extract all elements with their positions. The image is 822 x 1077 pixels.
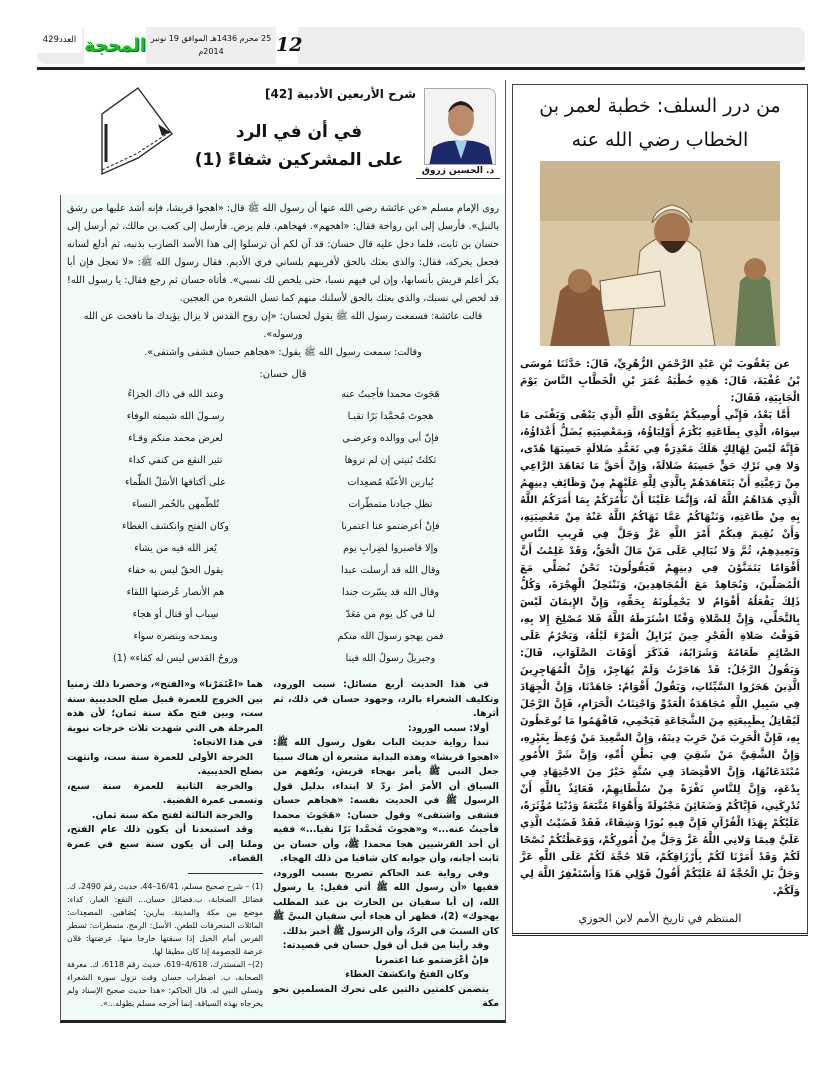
verse-second-hemistich: يقول الحقّ ليس به خفاء — [127, 565, 224, 576]
footnote: (2)– المستدرك، 4/618–619، حديث رقم 6118، ك. معرفة الصحابة، ب. اضطراب حسان وقت نزول سورة الشعراء وتسلي النبي له. قال الحاكم: «هذا حديث صحيح الإسناد ولم يخرجاه بهذه السياقة، إنما أخرجه مسلم بطوله...». — [67, 959, 264, 1008]
paragraph: والخرجة الثالثة لفتح مكة سنة ثمان. — [91, 809, 253, 821]
book-pen-icon — [98, 84, 174, 178]
sermon-text — [520, 356, 800, 900]
poem-verse — [73, 648, 493, 670]
paragraph: أَمَّا بَعْدُ، فَإِنِّي أُوصِيكُمْ بِتَقْوَى اللَّهِ الَّذِي يَبْقَى وَيَفْنَى مَا سِوَاهُ، الَّذِي بِطَاعَتِهِ يُكْرَمُ أَوْلِيَاؤُهُ، وَبِمَعْصِيَتِهِ يُضَلُّ أَعْدَاؤُهُ، فَإِنَّهُ لَيْسَ لِهَالِكٍ هَلَكَ مَعْذِرَةٌ فِي تَعَمُّدِ ضَلالَةٍ حَسِبَهَا هُدًى، وَلا فِي تَرْكِ حَقٍّ حَسِبَهُ ضَلالَةً، وَإِنَّ أَحَقَّ مَا تَعَاهَدَ الرَّاعِي مِنْ رَعِيَّتِهِ أَنْ يَتَعَاهَدَهُمْ بِالَّذِي لِلَّهِ عَلَيْهِمْ مِنْ وَظَائِفِ دِينِهِمُ الَّذِي هَدَاهُمُ اللَّهُ لَهُ، وَإِنَّمَا عَلَيْنَا أَنْ نَأْمُرَكُمْ بِمَا أَمَرَكُمُ اللَّهُ بِهِ مِنْ طَاعَتِهِ، وَنَنْهَاكُمْ عَمَّا نَهَاكُمُ اللَّهُ عَنْهُ مِنْ مَعْصِيَتِهِ، وَأَنْ نُقِيمَ فِيكُمْ أَمْرَ اللَّهِ عَزَّ وَجَلَّ فِي قَرِيبِ النَّاسِ وَبَعِيدِهِمْ، ثُمَّ وَلا نُبَالِي عَلَى مَنْ مَالَ الْحَقُّ، وَقَدْ عَلِمْتُ أَنَّ أَقْوَامًا يَتَمَنَّوْنَ فِي دِينِهِمْ فَيَقُولُونَ: نَحْنُ نُصَلِّي مَعَ الْمُصَلِّينَ، وَنُجَاهِدُ مَعَ الْمُجَاهِدِينَ، وَنَنْتَحِلُ الْهِجْرَةَ، وَكُلُّ ذَلِكَ يَفْعَلُهُ أَقْوَامٌ لا يَحْمِلُونَهُ بِحَقِّهِ، وَإِنَّ الإِيمَانَ لَيْسَ بِالتَّحَلِّي، وَإِنَّ لِلصَّلاةِ وَقْتًا اشْتَرَطَهُ اللَّهُ فَلا مُصْلِحَ إِلا بِهِ، فَوَقْتُ صَلاةِ الْفَجْرِ حِينَ يُزَايِلُ الْمَرْءَ لَيْلُهُ، وَيَحْرُمُ عَلَى الصَّائِمِ طَعَامُهُ وَشَرَابُهُ، فَذَكَرَ أَوْقَاتَ الصَّلَوَاتِ، قَالَ: وَيَقُولُ الرَّجُلُ: قَدْ هَاجَرْتُ وَلَمْ يُهَاجِرْ، وَإِنَّ الْمُهَاجِرِينَ الَّذِينَ هَجَرُوا السَّيِّئَاتِ، وَيَقُولُ أَقْوَامٌ: جَاهَدْنَا، وَإِنَّ الْجِهَادَ فِي سَبِيلِ اللَّهِ مُجَاهَدَةُ الْعَدُوِّ وَاجْتِنَابُ الْحَرَامِ، فَإِنَّ الرَّجُلَ لَيُقَاتِلُ بِطَبِيعَتِهِ مِنَ الشَّجَاعَةِ فَيَحْمِي، فَافْهَمُوا مَا تُوعَظُونَ بِهِ، فَإِنَّ الْحَرِبَ مَنْ حَرِبَ دِينَهُ، وَإِنَّ السَّعِيدَ مَنْ وُعِظَ بِغَيْرِهِ، وَإِنَّ الشَّقِيَّ مَنْ شَقِيَ فِي بَطْنِ أُمِّهِ، وَإِنَّ شَرَّ الأُمُورِ مُبْتَدَعَاتُهَا، وَإِنَّ الاقْتِصَادَ فِي سُنَّةٍ خَيْرٌ مِنَ الاجْتِهَادِ فِي بِدْعَةٍ، وَإِنَّ لِلنَّاسِ نَفْرَةً مِنْ سُلْطَانِهِمْ، فَعَائِذٌ بِاللَّهِ أَنْ تُدْرِكَنِي، فَإِيَّاكُمْ وَضَغَائِنَ مَجْبُولَةً وَأَهْوَاءً مُتَّبَعَةً وَدُنْيَا مُؤْثَرَةً، عَلَيْكُمْ بِهَذَا الْقُرْآنِ فَإِنَّ فِيهِ نُورًا وَشِفَاءً، فَقَدْ قَضَيْتُ الَّذِي عَلَيَّ فِيمَا وَلانِي اللَّهُ عَزَّ وَجَلَّ مِنْ أُمُورِكُمْ، وَوَعَظْتُكُمْ نُصْحًا لَكُمْ وَقَدْ أَمَرْنَا لَكُمْ بِأَرْزَاقِكُمْ، فَلا حُجَّةَ لَكُمْ عَلَى اللَّهِ عَزَّ وَجَلَّ بَلِ الْحُجَّةُ لَهُ عَلَيْكُمْ أَقُولُ قَوْلِي هَذَا وَأَسْتَغْفِرُ اللَّهَ لِي وَلَكُمْ. — [520, 410, 800, 897]
paragraph: قالت عائشة: فسمعت رسول الله ﷺ يقول لحسان: «إن روح القدس لا يزال يؤيدك ما نافحت عن الله ورسوله». — [83, 311, 483, 340]
poem-verse — [73, 582, 493, 604]
poem — [73, 384, 493, 670]
column-divider — [505, 80, 506, 195]
paragraph: تبدأ رواية حديث الباب بقول رسول الله ﷺ: «اهجوا قريشا» وهذه البداية مشعرة أن هناك سببا جعل النبي ﷺ يأمر بهجاء قريش، ويُفهم من السياق أن الأمرَ أمرُ ردّ لا ابتداء، بدليل قول الرسول ﷺ في الحديث نفسه: «هجاهم حسان فشفى واشتفى» وقول حسان: «هَجَوتَ محمدا فأجبتُ عنه...» و«هجوتَ مُحمَّدا بَرًا تقيا...» ففيه أن أحد القرشيين هجا محمدا ﷺ، وأن حسان بن ثابت أجابه، وأن جوابه كان شافيا من ذلك الهجاء. — [273, 737, 499, 864]
paragraph: وقد استبعدنا أن يكون ذلك عام الفتح، وملنا إلى أن يكون سنة سبع في عمرة القضاء. — [67, 824, 263, 864]
paragraph: في هذا الحديث أربع مسائل: سبب الورود، وتكليف الشعراء بالرد، وجهود حسان في ذلك، ثم أثرها. — [273, 679, 499, 719]
paragraph: وقالت: سمعت رسول الله ﷺ يقول: «هجاهم حسان فشفى واشتفى». — [144, 347, 422, 358]
verse-second-hemistich: سِباب أو قتال أو هجاء — [132, 609, 219, 620]
footnote: (1) – شرح صحيح مسلم، 16/41–44، حديث رقم 2490، ك. فضائل الصحابة، ب.فضائل حسان... النقع: الغبار. كداء: موضع بين مكة والمدينة. يبارين: يُضَاهين. المصعِدات: المائلات المنحرفات للطعن. الأسل: الرمح. متمطرات: تسطر الفرس أمام الخيل إذا سبقتها خارجا منها. عرضتها: فلان عرضة للخصومة إذا كان مطيقا لها. — [67, 881, 263, 956]
verse-first-hemistich: فإنّ أبي ووالده وعرضـي — [342, 433, 439, 444]
poem-verse — [73, 626, 493, 648]
poem-verse — [73, 538, 493, 560]
verse-second-hemistich: وروحُ القدس ليس له كفاء» (1) — [113, 653, 238, 664]
newspaper-logo: المحجة — [84, 27, 146, 64]
poem-verse — [73, 560, 493, 582]
illustration-umar — [540, 161, 780, 346]
sidebar-frame — [512, 84, 808, 936]
verse-first-hemistich: لنا في كل يوم من مَعَدّ — [345, 609, 436, 620]
verse-first-hemistich: وقال الله قد أرسلت عبدا — [340, 565, 441, 576]
verse-second-hemistich: وكان الفتح وانكشف الغطاء — [121, 521, 230, 532]
verse-second-hemistich: على أكتافها الأسَلُ الظِّماء — [125, 477, 226, 488]
paragraph: هما «اعْتَمَرْنا» و«الفتح»، وحصرنا ذلك زمنيا بين الخروج للعمرة قبيل صلح الحديبية سنة ست، وبين فتح مكة سنة ثمان؛ لأن هذه المرحلة هي التي شهدت ثلاث خرجات نبوية في هذا الاتجاه: — [67, 679, 263, 748]
verse-second-hemistich: وعند الله في ذاك الجزاءُ — [127, 389, 224, 400]
poem-verse — [73, 406, 493, 428]
paragraph: عن يَعْقُوبَ بْنِ عَبْدِ الرَّحْمَنِ الزُّهْرِيِّ، قَالَ: حَدَّثَنَا مُوسَى بْنُ عُقْبَةَ، قَالَ: هَذِهِ خُطْبَةُ عُمَرَ بْنِ الْخَطَّابِ النَّاسَ يَوْمَ الْجَابِيَةِ، فَقَالَ: — [520, 359, 800, 404]
title-line-2: على المشركين شفاءً (1) — [194, 150, 404, 170]
author-photo — [424, 88, 496, 165]
hadith-text — [67, 200, 499, 362]
paragraph: الخرجة الأولى للعمرة سنة ست، وانتهت بصلح الحديبية. — [67, 751, 263, 777]
poem-verse — [73, 428, 493, 450]
poem-heading: قال حسان: — [259, 369, 307, 380]
verse-first-hemistich: هَجَوتَ محمدا فأجبتُ عنه — [341, 389, 440, 400]
subheading: أولا: سبب الورود: — [408, 722, 489, 734]
verse-second-hemistich: ويمدحه وينصره سواء — [133, 631, 218, 642]
poem-verse — [73, 472, 493, 494]
verse-quote: وكان الفتحُ وانكشفَ الغطاء — [345, 969, 469, 980]
verse-first-hemistich: فإنْ أعرضتمو عنا اعتمرنا — [341, 521, 440, 532]
verse-quote: فإنْ أعْرَضتمو عنا اعتمرنا — [375, 954, 489, 966]
paragraph: والخرجة الثانية للعمرة سنة سبع، وتسمى عمرة القضية. — [67, 780, 263, 806]
poem-verse — [73, 450, 493, 472]
verse-first-hemistich: تظل جيادنا متمطّرات — [348, 499, 433, 510]
commentary-column-right — [273, 678, 499, 1012]
article-body-panel — [60, 195, 506, 1023]
footnotes — [67, 880, 263, 1010]
title-line-1: في أن في الرد — [235, 122, 363, 142]
verse-second-hemistich: تُلطّمهن بالخُمر النساء — [131, 499, 220, 510]
series-heading: شرح الأربعين الأدبية [42] — [265, 87, 416, 101]
source-citation: المنتظم في تاريخ الأمم لابن الجوزي — [578, 912, 742, 925]
header-divider — [37, 67, 805, 70]
article-title — [178, 118, 420, 174]
paragraph: وفي رواية عند الحاكم تصريح بسبب الورود، ففيها «أن رسول الله ﷺ أتي فقيل: يا رسول الله، إن أبا سفيان بن الحارث بن عبد المطلب يهجوك» (2)، فظهر أن هجاء أبي سفيان النبيَّ ﷺ كان السببَ في الردّ، وأن الرسول ﷺ أخبر بذلك. — [273, 867, 500, 937]
verse-second-hemistich: تثير النقع من كنفي كداء — [128, 455, 223, 466]
poem-verse — [73, 516, 493, 538]
verse-second-hemistich: رسـولَ الله شيمته الوفاء — [126, 411, 225, 422]
author-name: د. الحسين زروق — [416, 166, 500, 179]
verse-first-hemistich: وجبريلٌ رسولُ الله فينا — [345, 653, 436, 664]
commentary-column-left — [67, 678, 263, 867]
verse-second-hemistich: لعرض محمد منكم وقـاء — [128, 433, 223, 444]
issue-date: 25 محرم 1436هـ الموافق 19 نونبر 2014م — [150, 34, 272, 56]
paragraph: روى الإمام مسلم «عن عائشة رضي الله عنها أن رسول الله ﷺ قال: «اهجوا قريشا، فإنه أشد عليها من رشق بالنبل». فأرسل إلى ابن رواحة فقال: «اهجهم». فهجاهم، فلم يرض. فأرسل إلى كعب بن مالك، ثم أرسل إلى حسان بن ثابت، فلما دخل عليه قال حسان: قد آن لكم أن ترسلوا إلى هذا الأسد الضارب بذنبه، ثم أدلع لسانه فجعل يحركه، فقال: والذي بعثك بالحق لأفرينهم بلساني فري الأديم. فقال رسول الله ﷺ: «لا تعجل فإن أبا بكر أعلم قريش بأنسابها، وإن لي فيهم نسبا، حتى يلخص لك نسبي». فأتاه حسان ثم رجع فقال: يا رسول الله! قد لخص لي نسبك، والذي بعثك بالحق لأسلنك منهم كما تسل الشعرة من العجين. — [67, 203, 499, 304]
verse-first-hemistich: وإلا فاصبروا لضِرابِ يوم — [343, 543, 438, 554]
issue-number: العدد429 — [37, 27, 82, 53]
page-number: 12 — [276, 27, 298, 64]
paragraph: يتضمن كلمتين دالتين على تحرك المسلمين نحو مكة — [273, 983, 499, 1009]
paragraph: وقد رأينا من قبل أن قول حسان في قصيدته: — [282, 940, 489, 951]
verse-first-hemistich: هجوتَ مُحمَّدا بَرًا تقيـا — [347, 411, 434, 422]
verse-first-hemistich: يُبارين الأعنّة مُصعِدات — [347, 477, 434, 488]
commentary-columns — [67, 678, 499, 1012]
poem-verse — [73, 604, 493, 626]
verse-first-hemistich: وقال الله قد يسّرت جندا — [342, 587, 439, 598]
verse-first-hemistich: فمن يهجو رسولَ الله منكم — [337, 631, 444, 642]
poem-verse — [73, 494, 493, 516]
sidebar-title: من درر السلف: خطبة لعمر بن الخطاب رضي الله عنه — [539, 95, 781, 151]
poem-verse — [73, 384, 493, 406]
verse-second-hemistich: يُعز الله فيه من يشاء — [134, 543, 217, 554]
verse-second-hemistich: هم الأنصار عُرضتها اللقاء — [126, 587, 225, 598]
commentary-column-left-wrap — [67, 678, 263, 1012]
footnote-separator — [188, 873, 263, 874]
verse-first-hemistich: ثكلتُ بُنيتي إن لم تروها — [344, 455, 437, 466]
